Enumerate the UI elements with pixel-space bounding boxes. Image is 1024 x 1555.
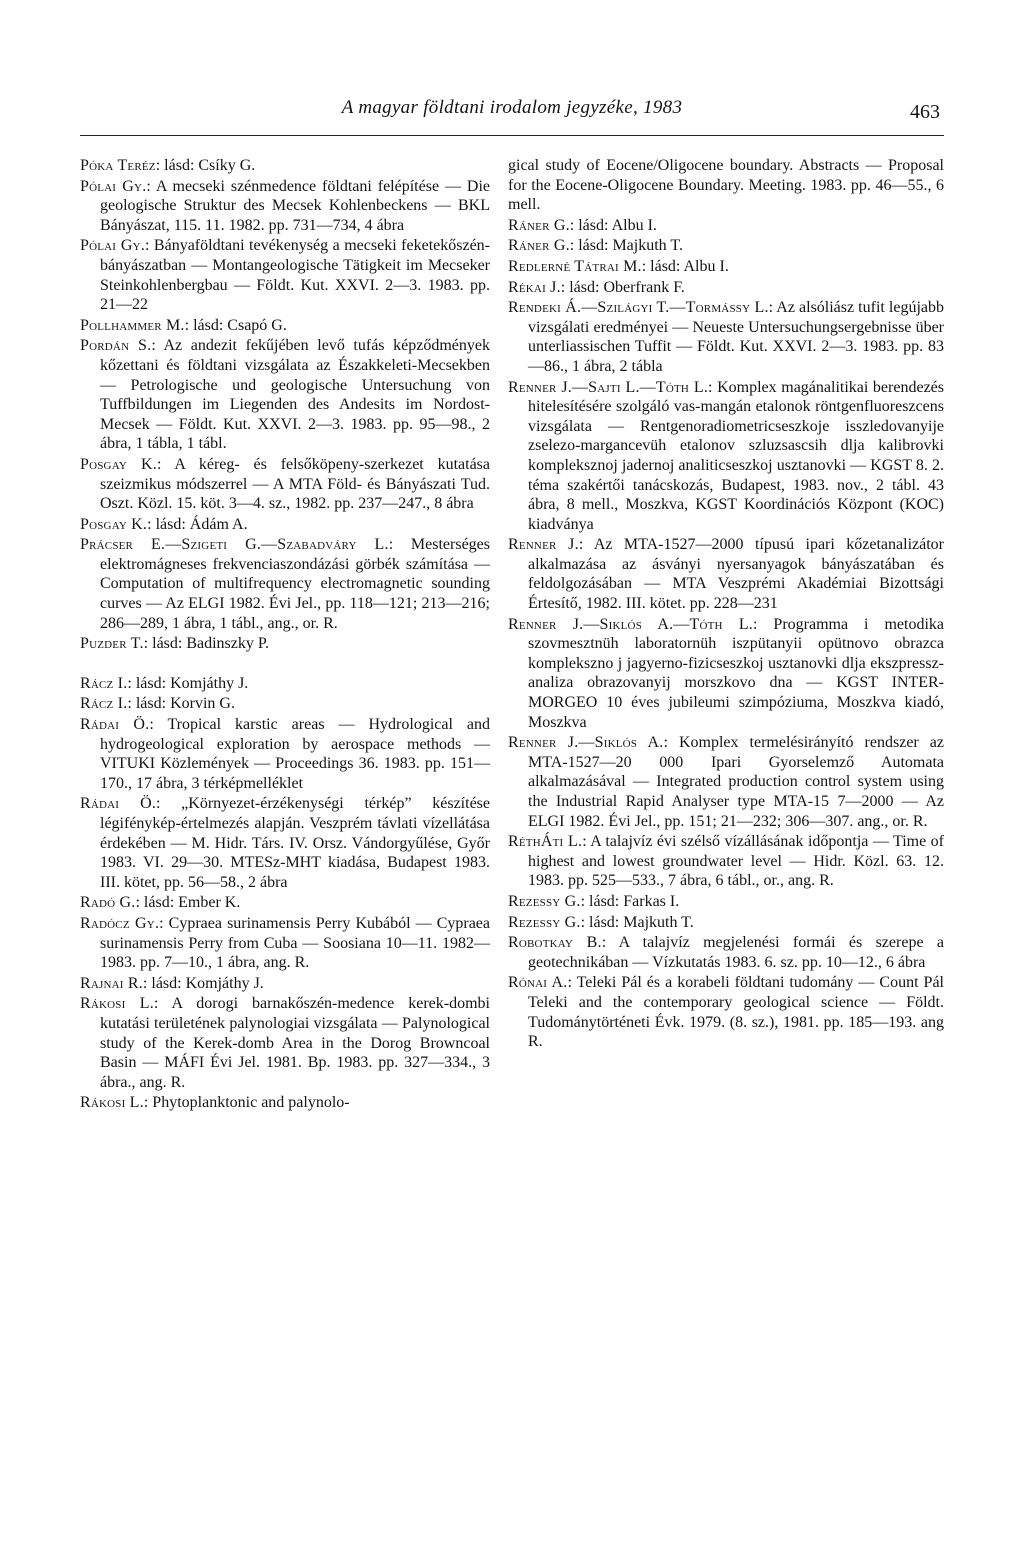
author-name: Redlerné Tátrai M. (508, 257, 642, 275)
bibliography-entry (508, 913, 944, 933)
author-name: Renner J.—Sajti L.—Tóth L. (508, 378, 709, 396)
entry-text: : A kéreg- és felsőköpeny-szerkezet kutatása szeizmikus módszerrel — A MTA Föld- és Bányászati Tud. Oszt. Közl. 15. köt. 3—4. sz., 1982. pp. 237—247., 8 ábra (100, 455, 490, 513)
author-name: Rendeki Á.—Szilágyi T.—Tormássy L. (508, 299, 769, 317)
author-name: Póka Teréz (80, 157, 156, 174)
entry-text: : Phytoplanktonic and palynolo- (143, 1094, 350, 1112)
bibliography-entry (508, 216, 944, 236)
entry-text: : lásd: Csapó G. (184, 316, 287, 334)
author-name: Renner J.—Siklós A.—Tóth L. (508, 615, 753, 633)
bibliography-entry (508, 933, 944, 972)
entry-text: : Komplex termelésirányító rendszer az MTA-1527—20 000 Ipari Gyorselemző Automata alkalmazásával — Integrated production control system using the Industrial Rapid Analyser type MTA-15 7—2000 — Az ELGI 1982. Évi Jel., pp. 151; 21—232; 306—307. ang., or. R. (528, 734, 944, 830)
bibliography-entry (80, 794, 490, 892)
bibliography-entry (80, 914, 490, 973)
left-column (80, 156, 490, 1114)
entry-text: : A mecseki szénmedence földtani felépítése — Die geologische Struktur des Mecsek Kohlenbeckens — BKL Bányászat, 115. 11. 1982. pp. 731—734, 4 ábra (100, 177, 491, 234)
entry-text: : Tropical karstic areas — Hydrological and hydrogeological exploration by aerospace methods — VITUKI Közlemények — Proceedings 36. 1983. pp. 151—170., 17 ábra, 3 térképmelléklet (100, 716, 490, 792)
entry-text: : „Környezet-érzékenységi térkép” készítése légifénykép-értelmezés alapján. Veszprém távlati vízellátása érdekében — M. Hidr. Társ. IV. Orsz. Vándorgyűlése, Győr 1983. VI. 29—30. MTESz-MHT kiadása, Budapest 1983. III. kötet, pp. 56—58., 2 ábra (100, 795, 490, 891)
bibliography-entry (80, 336, 490, 454)
bibliography-entry (508, 298, 944, 376)
entry-text: : A talajvíz megjelenési formái és szerepe a geotechnikában — Vízkutatás 1983. 6. sz. pp. 10—12., 6 ábra (528, 934, 945, 971)
bibliography-entry (508, 257, 944, 277)
author-name: Rezessy G. (508, 892, 581, 910)
entry-text: : lásd: Majkuth T. (569, 237, 683, 255)
bibliography-entry (508, 892, 944, 912)
entry-text: : lásd: Komjáthy J. (142, 974, 264, 992)
bibliography-entry (80, 535, 490, 633)
author-name: Rezessy G. (508, 913, 581, 931)
author-name: Radócz Gy. (80, 914, 160, 932)
bibliography-entry (80, 994, 490, 1092)
author-name: Rácz I. (80, 674, 128, 692)
entry-text: : Bányaföldtani tevékenység a mecseki feketekőszén-bányászatban — Montangeologische Tätigkeit im Mecseker Steinkohlenbergbau — Földt. Kut. XXVI. 2—3. 1983. pp. 21—22 (100, 237, 490, 314)
bibliography-entry (508, 278, 944, 298)
author-name: Prácser E.—Szigeti G.—Szabadváry L. (80, 536, 389, 554)
running-title: A magyar földtani irodalom jegyzéke, 1983 (341, 97, 683, 118)
entry-text: : Teleki Pál és a korabeli földtani tudomány — Count Pál Teleki and the contemporary geological science — Földt. Tudománytörténeti Évk. 1979. (8. sz.), 1981. pp. 185—193. ang R. (528, 974, 944, 1051)
bibliography-entry (80, 515, 490, 535)
author-name: Pólai Gy. (80, 237, 145, 255)
entry-text: : lásd: Komjáthy J. (127, 674, 249, 692)
author-name: Pólai Gy. (80, 177, 147, 195)
author-name: Renner J.—Siklós A. (508, 734, 664, 752)
entry-text: : Mesterséges elektromágneses frekvenciaszondázási görbék számítása — Computation of multifrequency electromagnetic sounding curves — Az ELGI 1982. Évi Jel., pp. 118—121; 213—216; 286—289, 1 ábra, 1 tábl., ang., or. R. (100, 536, 490, 632)
entry-text: : Komplex magánalitikai berendezés hitelesítésére szolgáló vas-mangán etalonok röntgenfluoreszcens vizsgálata — Rentgenoradiometricseszkoje isszledovanyije zselezo-margancevüh etalonov szluzsascsih dlja kalibrovki kompleksznoj jadernoj analiticseszkoj usztanovki — KGST 8. 2. téma szakértői tanácskozás, Budapest, 1983. nov., 2 tábl. 43 ábra, 8 mell., Moszkva, KGST Koordinációs Központ (KOC) kiadványa (528, 378, 944, 533)
author-name: Ráner G. (508, 216, 570, 234)
entry-text: : Az andezit fekűjében levő tufás képződmények kőzettani és földtani vizsgálata az Északkeleti-Mecsekben — Petrologische und geologische Untersuchung von Tuffbildungen im Liegenden des Andesits im Nordost-Mecsek — Földt. Kut. XXVI. 2—3. 1983. pp. 95—98., 2 ábra, 1 tábla, 1 tábl. (100, 337, 490, 453)
author-name: Radó G. (80, 894, 136, 912)
entry-text: : lásd: Oberfrank F. (560, 278, 685, 296)
entry-text: : lásd: Majkuth T. (580, 913, 694, 931)
entry-text: : A dorogi barnakőszén-medence kerek-dombi kutatási területének palynologiai vizsgálata — Palynological study of the Kerek-domb Area in the Dorog Browncoal Basin — MÁFI Évi Jel. 1981. Bp. 1983. pp. 327—334., 3 ábra., ang. R. (100, 995, 490, 1091)
author-name: Ráner G. (508, 237, 570, 255)
author-name: Rákosi L. (80, 995, 154, 1013)
entry-text: : lásd: Ember K. (135, 894, 241, 912)
author-name: Pollhammer M. (80, 316, 185, 334)
author-name: Pordán S. (80, 337, 152, 355)
bibliography-entry (508, 973, 944, 1051)
entry-text: gical study of Eocene/Oligocene boundary. Abstracts — Proposal for the Eocene-Oligocene Boundary. Meeting. 1983. pp. 46—55., 6 mell. (508, 157, 944, 214)
entry-text: : lásd: Albu I. (569, 216, 657, 234)
author-name: Rádai Ö. (80, 716, 150, 734)
author-name: Rékai J. (508, 278, 561, 296)
author-name: Rádai Ö. (80, 795, 157, 813)
author-name: Rajnai R. (80, 974, 143, 992)
entry-text: : Cypraea surinamensis Perry Kubából — Cypraea surinamensis Perry from Cuba — Soosiana 10—11. 1982—1983. pp. 7—10., 1 ábra, ang. R. (100, 914, 491, 972)
bibliography-entry (508, 156, 944, 215)
author-name: Puzder T. (80, 635, 144, 653)
bibliography-entry (508, 378, 944, 535)
bibliography-entry (80, 1093, 490, 1113)
page-number: 463 (910, 101, 940, 123)
bibliography-entry (80, 177, 490, 236)
bibliography-entry (80, 236, 490, 314)
bibliography-entry (80, 974, 490, 994)
bibliography-entry (508, 535, 944, 613)
bibliography-entry (80, 634, 490, 654)
right-column (508, 156, 944, 1053)
author-name: Rónai A. (508, 974, 568, 992)
bibliography-entry (508, 832, 944, 891)
author-name: Rákosi L. (80, 1094, 144, 1112)
author-name: Robotkay B. (508, 934, 602, 952)
bibliography-entry (80, 893, 490, 913)
bibliography-entry (508, 615, 944, 733)
entry-text: : Az alsóliász tufit legújabb vizsgálati eredményei — Neueste Untersuchungsergebnisse über unterliassischen Tuffit — Földt. Kut. XXVI. 2—3. 1983. pp. 83—86., 1 ábra, 2 tábla (528, 299, 944, 375)
entry-text: : A talajvíz évi szélső vízállásának időpontja — Time of highest and lowest groundwater level — Hidr. Közl. 63. 12. 1983. pp. 525—533., 7 ábra, 6 tábl., or., ang. R. (528, 833, 945, 890)
page-header (80, 95, 944, 136)
entry-text: : lásd: Korvin G. (127, 695, 235, 713)
entry-text: : lásd: Badinszky P. (143, 635, 270, 653)
bibliography-entry (80, 674, 490, 694)
entry-text: : lásd: Ádám A. (147, 515, 248, 533)
entry-text: : Az MTA-1527—2000 típusú ipari kőzetanalizátor alkalmazása az ásványi nyersanyagok bányászatában és feldolgozásában — MTA Veszprémi Akadémiai Bizottsági Értesítő, 1982. III. kötet. pp. 228—231 (528, 536, 944, 613)
section-gap (80, 655, 490, 674)
bibliography-entry (508, 236, 944, 256)
author-name: Posgay K. (80, 455, 157, 473)
bibliography-entry (80, 156, 490, 176)
bibliography-entry (80, 455, 490, 514)
bibliography-entry (80, 715, 490, 793)
author-name: Posgay K. (80, 515, 148, 533)
bibliography-entry (508, 733, 944, 831)
entry-text: : lásd: Csíky G. (155, 157, 256, 174)
author-name: RéthÁti L. (508, 833, 583, 851)
entry-text: : Programma i metodika szovmesztnüh laboratornüh iszpütanyii opütnovo obrazca komplekszno j jagyerno-fizicseszkoj usztanovki dlja ekszpressz-analiza obrazovanyij morszkovo dna — KGST INTER-MORGEO 10 éves jubileumi szimpóziuma, Moszkva kiadó, Moszkva (528, 615, 945, 731)
entry-text: : lásd: Farkas I. (580, 892, 680, 910)
author-name: Rácz I. (80, 695, 128, 713)
bibliography-entry (80, 694, 490, 714)
entry-text: : lásd: Albu I. (641, 257, 729, 275)
author-name: Renner J. (508, 536, 579, 554)
bibliography-entry (80, 316, 490, 336)
